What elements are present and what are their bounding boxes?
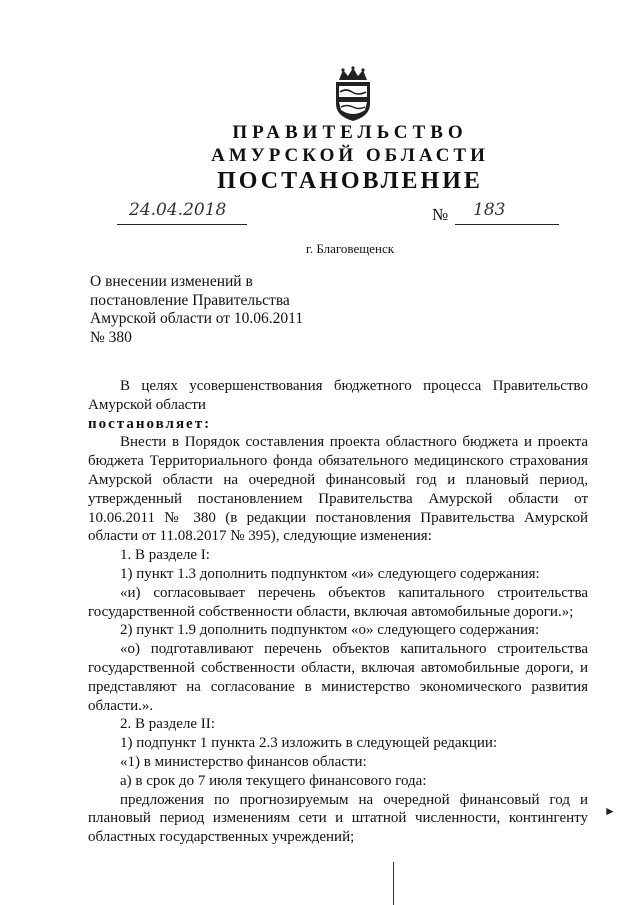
- fold-line: [393, 862, 394, 905]
- body-paragraph: 1. В разделе I:: [120, 547, 210, 564]
- amur-region-coat-of-arms-icon: [331, 66, 375, 122]
- document-body: [88, 377, 588, 847]
- arrow-mark-icon: ►: [604, 804, 616, 818]
- body-paragraph: предложения по прогнозируемым на очередной финансовый год и плановый период изменениям сети и штатной численности, контингенту областных государственных учреждений;: [88, 791, 588, 846]
- document-subject: [90, 273, 350, 347]
- body-paragraph: 2. В разделе II:: [120, 716, 215, 733]
- government-name: ПРАВИТЕЛЬСТВО: [232, 122, 468, 143]
- date-field: [117, 202, 247, 225]
- body-paragraph: 1) подпункт 1 пункта 2.3 изложить в следующей редакции:: [120, 735, 498, 752]
- body-paragraph: «и) согласовывает перечень объектов капитального строительства государственной собственности области, включая автомобильные дороги.»;: [88, 584, 588, 620]
- body-paragraph: 1) пункт 1.3 дополнить подпунктом «и» следующего содержания:: [120, 565, 540, 582]
- body-paragraph: «1) в министерство финансов области:: [120, 753, 367, 770]
- subject-line: О внесении изменений в: [90, 273, 253, 290]
- body-paragraph: 2) пункт 1.9 дополнить подпунктом «о» следующего содержания:: [120, 622, 540, 639]
- body-paragraph: а) в срок до 7 июля текущего финансового года:: [120, 772, 427, 789]
- document-type-title: ПОСТАНОВЛЕНИЕ: [217, 168, 483, 194]
- document-date: 24.04.2018: [129, 200, 227, 220]
- subject-line: Амурской области от 10.06.2011: [90, 310, 304, 327]
- body-paragraph: Внести в Порядок составления проекта областного бюджета и проекта бюджета Территориального фонда обязательного медицинского страхования Амурской области на очередной финансовый год и плановый период, утвержденный постановлением Правительства Амурской области от 10.06.2011 № 380 (в редакции постановления Правительства Амурской области от 11.08.2017 № 395), следующие изменения:: [88, 434, 588, 545]
- body-paragraph: «о) подготавливают перечень объектов капитального строительства государственной собственности области, включая автомобильные дороги, и представляют на согласование в министерство экономического развития области.».: [88, 641, 588, 714]
- number-label: №: [432, 205, 449, 224]
- city-label: г. Благовещенск: [305, 241, 395, 256]
- resolves-keyword: постановляет:: [88, 415, 212, 432]
- subject-line: постановление Правительства: [90, 291, 290, 309]
- region-name: АМУРСКОЙ ОБЛАСТИ: [211, 145, 489, 166]
- subject-line: № 380: [90, 328, 132, 346]
- number-field: [455, 202, 559, 225]
- preamble-paragraph: В целях усовершенствования бюджетного процесса Правительство Амурской области: [88, 378, 588, 413]
- document-number: 183: [473, 200, 506, 220]
